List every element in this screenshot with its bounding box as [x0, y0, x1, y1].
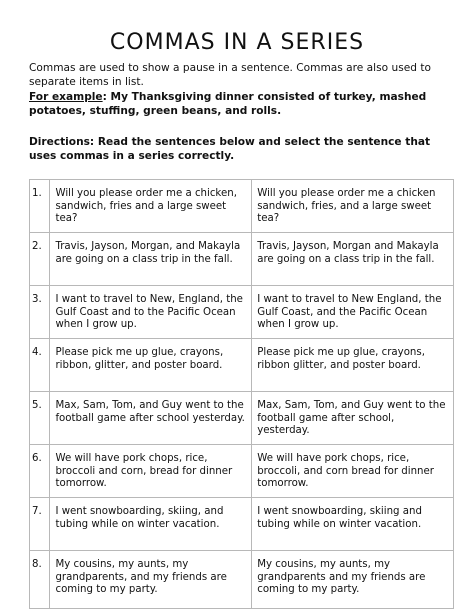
option-a[interactable]: Travis, Jayson, Morgan, and Makayla are going on a class trip in the fall. — [50, 233, 252, 286]
option-a[interactable]: Please pick me up glue, crayons, ribbon, glitter, and poster board. — [50, 339, 252, 392]
example-text — [29, 90, 454, 118]
example-sentence: : My Thanksgiving dinner consisted of turkey, mashed potatoes, stuffing, green beans, and rolls. — [29, 91, 427, 117]
option-b[interactable]: Please pick me up glue, crayons, ribbon glitter, and poster board. — [252, 339, 454, 392]
table-row — [30, 233, 454, 286]
option-a[interactable]: Will you please order me a chicken, sandwich, fries and a large sweet tea? — [50, 180, 252, 233]
table-row — [30, 551, 454, 609]
question-number: 3. — [30, 286, 50, 339]
question-number: 8. — [30, 551, 50, 609]
table-row — [30, 498, 454, 551]
option-a[interactable]: Max, Sam, Tom, and Guy went to the football game after school yesterday. — [50, 392, 252, 445]
option-b[interactable]: My cousins, my aunts, my grandparents and my friends are coming to my party. — [252, 551, 454, 609]
option-b[interactable]: I went snowboarding, skiing and tubing while on winter vacation. — [252, 498, 454, 551]
directions-text: Directions: Read the sentences below and select the sentence that uses commas in a series correctly. — [29, 136, 431, 162]
intro-text: Commas are used to show a pause in a sentence. Commas are also used to separate items in list. — [29, 62, 431, 88]
example-label: For example — [29, 91, 103, 103]
option-a[interactable]: I went snowboarding, skiing, and tubing while on winter vacation. — [50, 498, 252, 551]
question-number: 4. — [30, 339, 50, 392]
option-a[interactable]: My cousins, my aunts, my grandparents, and my friends are coming to my party. — [50, 551, 252, 609]
question-number: 6. — [30, 445, 50, 498]
question-number: 2. — [30, 233, 50, 286]
questions-table — [29, 179, 454, 609]
option-a[interactable]: We will have pork chops, rice, broccoli and corn, bread for dinner tomorrow. — [50, 445, 252, 498]
table-row — [30, 180, 454, 233]
table-row — [30, 445, 454, 498]
option-b[interactable]: Travis, Jayson, Morgan and Makayla are going on a class trip in the fall. — [252, 233, 454, 286]
option-b[interactable]: I want to travel to New England, the Gulf Coast, and the Pacific Ocean when I grow up. — [252, 286, 454, 339]
option-b[interactable]: We will have pork chops, rice, broccoli, and corn bread for dinner tomorrow. — [252, 445, 454, 498]
question-number: 7. — [30, 498, 50, 551]
option-b[interactable]: Max, Sam, Tom, and Guy went to the football game after school, yesterday. — [252, 392, 454, 445]
table-row — [30, 392, 454, 445]
option-b[interactable]: Will you please order me a chicken sandwich, fries, and a large sweet tea? — [252, 180, 454, 233]
question-number: 5. — [30, 392, 50, 445]
option-a[interactable]: I want to travel to New, England, the Gulf Coast and to the Pacific Ocean when I grow up. — [50, 286, 252, 339]
page-title: COMMAS IN A SERIES — [109, 30, 365, 55]
question-number: 1. — [30, 180, 50, 233]
table-row — [30, 286, 454, 339]
table-row — [30, 339, 454, 392]
